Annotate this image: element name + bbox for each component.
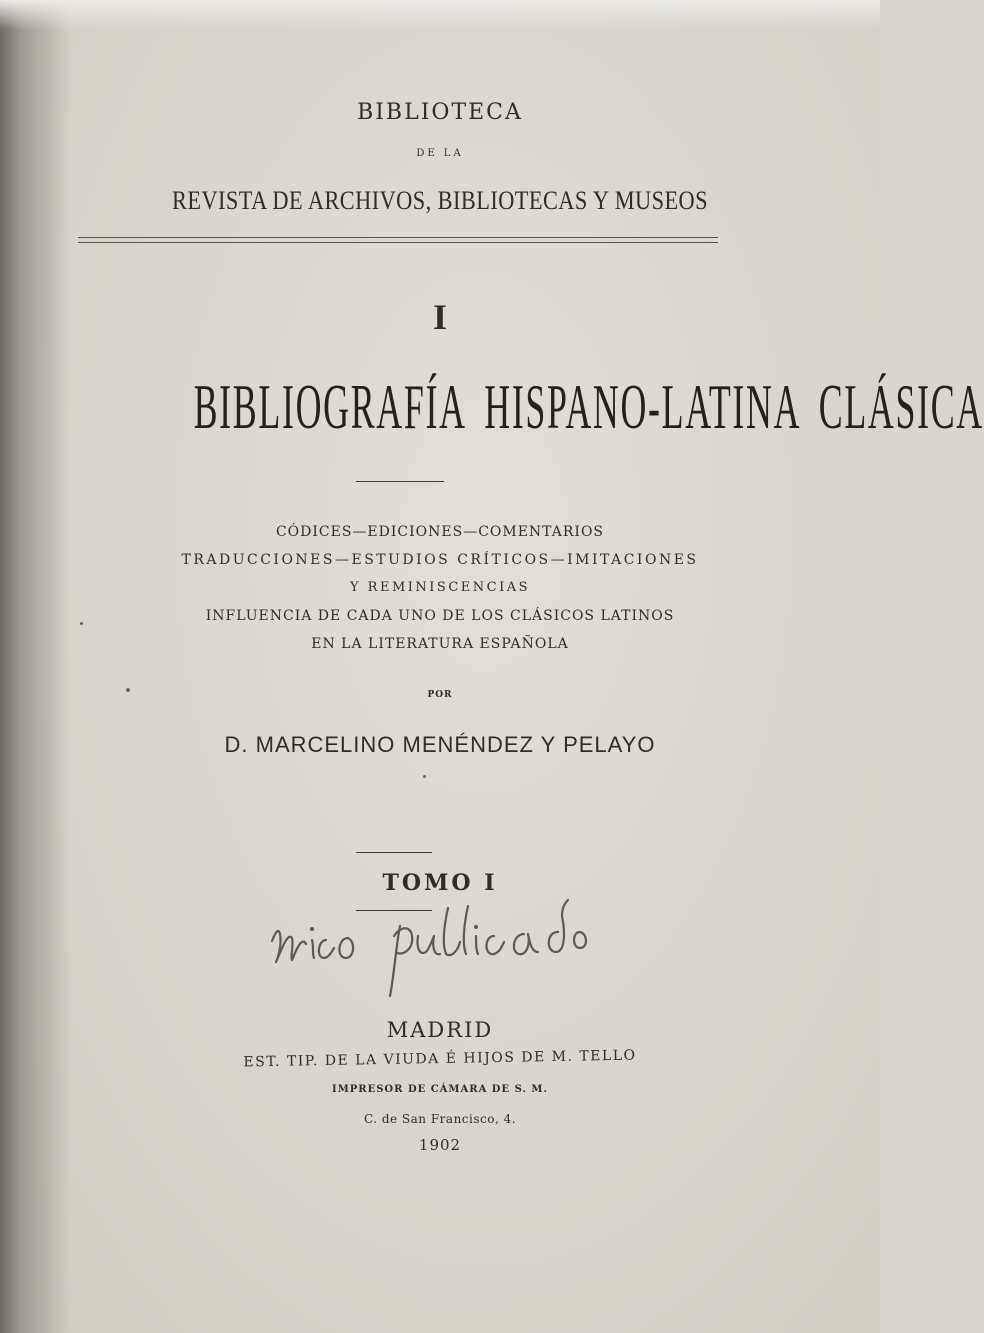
paper-speck <box>126 688 130 692</box>
gutter-shadow <box>0 0 70 1333</box>
paper-speck <box>423 775 426 778</box>
subtitle-line-2: TRADUCCIONES—ESTUDIOS CRÍTICOS—IMITACIONES <box>181 552 699 568</box>
imprint-printer: EST. TIP. DE LA VIUDA É HIJOS DE M. TELLO <box>243 1047 637 1071</box>
tomo-rule-top <box>356 852 432 853</box>
by-label: POR <box>427 690 453 700</box>
subtitle-line-1: CÓDICES—EDICIONES—COMENTARIOS <box>275 524 605 540</box>
imprint-printer-role: IMPRESOR DE CÁMARA DE S. M. <box>332 1084 548 1095</box>
double-rule <box>78 237 718 243</box>
series-volume-number: I <box>432 297 447 337</box>
tomo-label: TOMO I <box>382 870 498 896</box>
book-title: BIBLIOGRAFÍA HISPANO-LATINA CLÁSICA <box>193 371 984 442</box>
handwritten-note <box>262 896 662 1006</box>
subtitle-line-3: Y REMINISCENCIAS <box>349 580 531 595</box>
author-name: D. MARCELINO MENÉNDEZ Y PELAYO <box>224 732 656 757</box>
subtitle-line-4: INFLUENCIA DE CADA UNO DE LOS CLÁSICOS LATINOS <box>205 608 675 624</box>
imprint-city: MADRID <box>386 1018 494 1042</box>
title-rule <box>356 481 444 482</box>
paper-speck <box>80 622 83 625</box>
subtitle-line-5: EN LA LITERATURA ESPAÑOLA <box>311 636 569 652</box>
series-journal: REVISTA DE ARCHIVOS, BIBLIOTECAS Y MUSEOS <box>172 186 708 215</box>
imprint-year: 1902 <box>418 1136 462 1154</box>
series-name: BIBLIOTECA <box>357 100 523 125</box>
series-connector: DE LA <box>416 148 464 159</box>
top-edge-highlight <box>0 0 880 30</box>
imprint-address: C. de San Francisco, 4. <box>363 1112 517 1126</box>
